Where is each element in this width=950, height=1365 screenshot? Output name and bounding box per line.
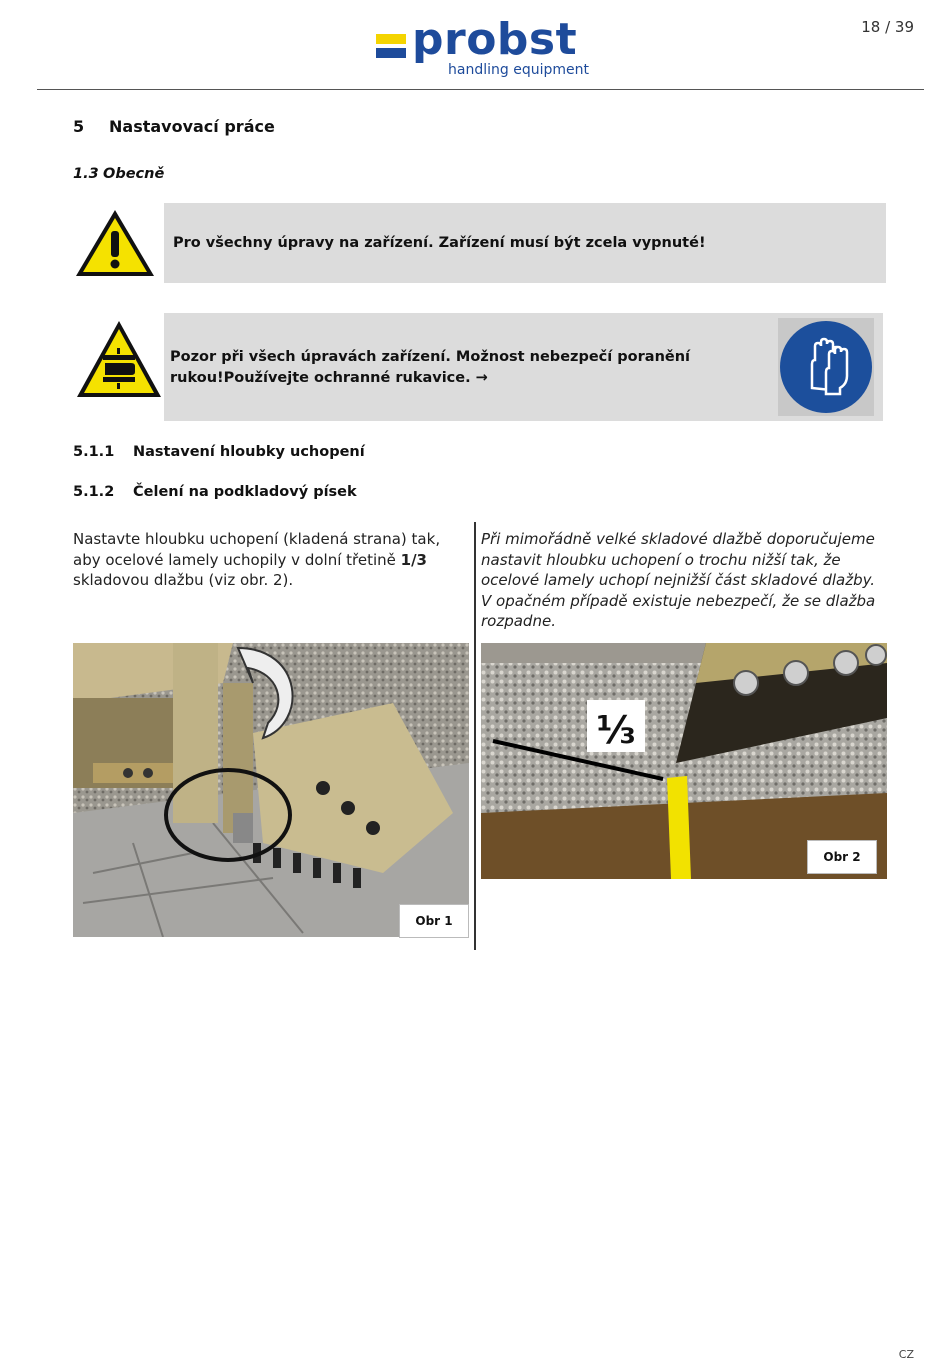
left-column-text <box>73 529 463 591</box>
heading-5-1-1-title: Nastavení hloubky uchopení <box>133 444 365 460</box>
left-text-after: skladovou dlažbu (viz obr. 2). <box>73 571 294 589</box>
section-number: 5 <box>73 117 85 136</box>
heading-5-1-2-number: 5.1.2 <box>73 484 115 500</box>
section-title: Nastavovací práce <box>109 117 275 136</box>
logo-blue-bar <box>376 48 406 58</box>
subsection-title: Obecně <box>103 166 165 182</box>
header-divider <box>37 89 924 90</box>
warning-text-1: Pro všechny úpravy na zařízení. Zařízení musí být zcela vypnuté! <box>173 235 706 251</box>
probst-logo <box>376 14 596 84</box>
warning-text-2: Pozor při všech úpravách zařízení. Možnost nebezpečí poranění rukou!Používejte ochranné rukavice. → <box>170 349 691 386</box>
heading-5-1-2-title: Čelení na podkladový písek <box>133 484 357 500</box>
logo-brand-text: probst <box>412 14 578 65</box>
left-text-emphasis: 1/3 <box>400 550 427 569</box>
footer-language: CZ <box>898 1348 914 1361</box>
right-column-text: Při mimořádně velké skladové dlažbě doporučujeme nastavit hloubku uchopení o trochu nižší tak, že ocelové lamely uchopí nejnižší část skladové dlažby. V opačném případě existuje nebezpečí, že se dlažba rozpadne. <box>481 530 876 630</box>
figure-1-caption: Obr 1 <box>399 904 469 938</box>
general-warning-icon <box>73 207 157 279</box>
left-text-before: Nastavte hloubku uchopení (kladená strana) tak, aby ocelové lamely uchopily v dolní třetině <box>73 530 441 569</box>
gloves-required-icon <box>778 318 874 416</box>
figure-2-caption: Obr 2 <box>807 840 877 874</box>
hand-crush-warning-icon <box>75 319 163 399</box>
logo-tagline: handling equipment <box>448 62 589 78</box>
subsection-number: 1.3 <box>73 166 99 182</box>
heading-5-1-1-number: 5.1.1 <box>73 444 115 460</box>
figure-2-fraction-label: ⅓ <box>596 708 636 752</box>
logo-yellow-bar <box>376 34 406 44</box>
column-divider <box>474 522 476 950</box>
page-number: 18 / 39 <box>861 18 914 36</box>
figure-1-photo <box>73 643 469 937</box>
